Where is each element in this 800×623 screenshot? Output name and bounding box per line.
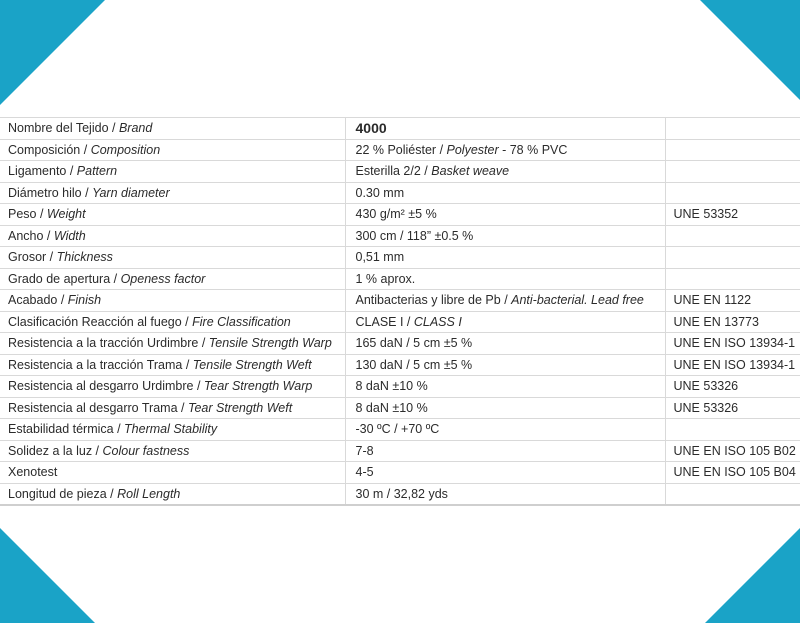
norm-cell	[665, 161, 800, 183]
corner-decoration-bottom-right	[705, 528, 800, 623]
property-cell	[0, 139, 345, 161]
spec-row-finish	[0, 290, 800, 312]
property-label: Peso /	[8, 207, 47, 222]
value-cell	[345, 139, 665, 161]
spec-row-pattern	[0, 161, 800, 183]
property-label-en: Finish	[67, 293, 102, 308]
property-label-en: Colour fastness	[102, 443, 190, 458]
value-cell: 165 daN / 5 cm ±5 %	[345, 333, 665, 355]
value-text-en: Anti-bacterial. Lead free	[511, 293, 644, 308]
property-cell	[0, 483, 345, 505]
property-label-en: Fire Classification	[192, 314, 291, 329]
property-cell	[0, 225, 345, 247]
value-cell: 4-5	[345, 462, 665, 484]
spec-row-colour-fastness	[0, 440, 800, 462]
norm-cell	[665, 247, 800, 269]
property-label: Acabado /	[8, 293, 68, 308]
spec-row-tear-weft	[0, 397, 800, 419]
property-label-en: Weight	[46, 207, 86, 222]
value-cell: 0,51 mm	[345, 247, 665, 269]
corner-decoration-top-right	[700, 0, 800, 100]
norm-cell	[665, 118, 800, 140]
property-label: Longitud de pieza /	[8, 486, 118, 501]
spec-row-tensile-weft	[0, 354, 800, 376]
spec-row-brand	[0, 118, 800, 140]
property-cell	[0, 161, 345, 183]
property-label: Ligamento /	[8, 164, 77, 179]
property-cell	[0, 376, 345, 398]
spec-row-weight	[0, 204, 800, 226]
spec-row-composition	[0, 139, 800, 161]
spec-row-thickness	[0, 247, 800, 269]
norm-cell: UNE EN ISO 105 B04	[665, 462, 800, 484]
property-cell	[0, 462, 345, 484]
property-label: Ancho /	[8, 228, 54, 243]
property-label: Resistencia al desgarro Trama /	[8, 400, 188, 415]
property-label: Solidez a la luz /	[8, 443, 103, 458]
spec-row-tensile-warp	[0, 333, 800, 355]
value-cell: 0.30 mm	[345, 182, 665, 204]
property-label-en: Tensile Strength Warp	[208, 336, 332, 351]
value-cell: 8 daN ±10 %	[345, 397, 665, 419]
norm-cell: UNE EN ISO 105 B02	[665, 440, 800, 462]
spec-row-thermal-stability	[0, 419, 800, 441]
property-label: Nombre del Tejido /	[8, 121, 119, 136]
norm-cell	[665, 139, 800, 161]
value-cell: 130 daN / 5 cm ±5 %	[345, 354, 665, 376]
property-label-en: Composition	[90, 142, 161, 157]
norm-cell	[665, 419, 800, 441]
norm-cell: UNE EN ISO 13934-1	[665, 354, 800, 376]
property-label: Composición /	[8, 142, 91, 157]
norm-cell: UNE 53326	[665, 397, 800, 419]
spec-table-body	[0, 118, 800, 506]
spec-row-yarn-diameter	[0, 182, 800, 204]
value-text-after: - 78 % PVC	[498, 142, 568, 157]
value-cell: -30 ºC / +70 ºC	[345, 419, 665, 441]
value-cell: 8 daN ±10 %	[345, 376, 665, 398]
value-cell	[345, 311, 665, 333]
norm-cell	[665, 182, 800, 204]
brand-value: 4000	[355, 120, 387, 137]
property-cell	[0, 204, 345, 226]
property-cell	[0, 268, 345, 290]
value-cell	[345, 118, 665, 140]
norm-cell: UNE EN 13773	[665, 311, 800, 333]
norm-cell: UNE 53326	[665, 376, 800, 398]
norm-cell: UNE 53352	[665, 204, 800, 226]
property-label: Estabilidad térmica /	[8, 422, 125, 437]
value-cell: 7-8	[345, 440, 665, 462]
spec-row-fire-classification	[0, 311, 800, 333]
spec-row-xenotest	[0, 462, 800, 484]
property-cell	[0, 440, 345, 462]
spec-row-roll-length	[0, 483, 800, 505]
norm-cell: UNE EN 1122	[665, 290, 800, 312]
norm-cell	[665, 225, 800, 247]
value-text-en: CLASS I	[413, 314, 462, 329]
norm-cell	[665, 268, 800, 290]
property-label-en: Thickness	[56, 250, 113, 265]
value-cell	[345, 161, 665, 183]
value-cell: 300 cm / 118” ±0.5 %	[345, 225, 665, 247]
spec-row-tear-warp	[0, 376, 800, 398]
property-label: Clasificación Reacción al fuego /	[8, 314, 193, 329]
property-cell	[0, 290, 345, 312]
property-label-en: Roll Length	[117, 486, 181, 501]
property-label-en: Tear Strength Weft	[187, 400, 293, 415]
property-label: Xenotest	[8, 465, 58, 480]
spec-row-width	[0, 225, 800, 247]
property-cell	[0, 354, 345, 376]
value-cell: 430 g/m² ±5 %	[345, 204, 665, 226]
property-cell	[0, 311, 345, 333]
property-label: Resistencia a la tracción Trama /	[8, 357, 193, 372]
value-text-en: Polyester	[446, 142, 499, 157]
property-cell	[0, 182, 345, 204]
corner-decoration-top-left	[0, 0, 105, 105]
value-text: Antibacterias y libre de Pb /	[355, 293, 512, 308]
value-text: Esterilla 2/2 /	[355, 164, 432, 179]
property-cell	[0, 419, 345, 441]
property-label-en: Pattern	[76, 164, 118, 179]
property-cell	[0, 118, 345, 140]
value-cell	[345, 290, 665, 312]
property-label: Grado de apertura /	[8, 271, 121, 286]
corner-decoration-bottom-left	[0, 528, 95, 623]
value-cell: 30 m / 32,82 yds	[345, 483, 665, 505]
property-label: Grosor /	[8, 250, 57, 265]
property-label-en: Width	[53, 228, 86, 243]
spec-row-openess-factor	[0, 268, 800, 290]
property-label-en: Brand	[118, 121, 153, 136]
value-text-en: Basket weave	[431, 164, 510, 179]
value-cell: 1 % aprox.	[345, 268, 665, 290]
property-label-en: Tear Strength Warp	[203, 379, 313, 394]
property-label: Resistencia a la tracción Urdimbre /	[8, 336, 209, 351]
property-label-en: Openess factor	[120, 271, 206, 286]
norm-cell: UNE EN ISO 13934-1	[665, 333, 800, 355]
fabric-spec-table	[0, 117, 800, 506]
property-label-en: Tensile Strength Weft	[192, 357, 312, 372]
property-label-en: Thermal Stability	[124, 422, 218, 437]
norm-cell	[665, 483, 800, 505]
property-label: Resistencia al desgarro Urdimbre /	[8, 379, 204, 394]
value-text: CLASE I /	[355, 314, 414, 329]
property-cell	[0, 397, 345, 419]
property-cell	[0, 333, 345, 355]
property-label-en: Yarn diameter	[92, 185, 170, 200]
value-text: 22 % Poliéster /	[355, 142, 447, 157]
property-cell	[0, 247, 345, 269]
property-label: Diámetro hilo /	[8, 185, 93, 200]
